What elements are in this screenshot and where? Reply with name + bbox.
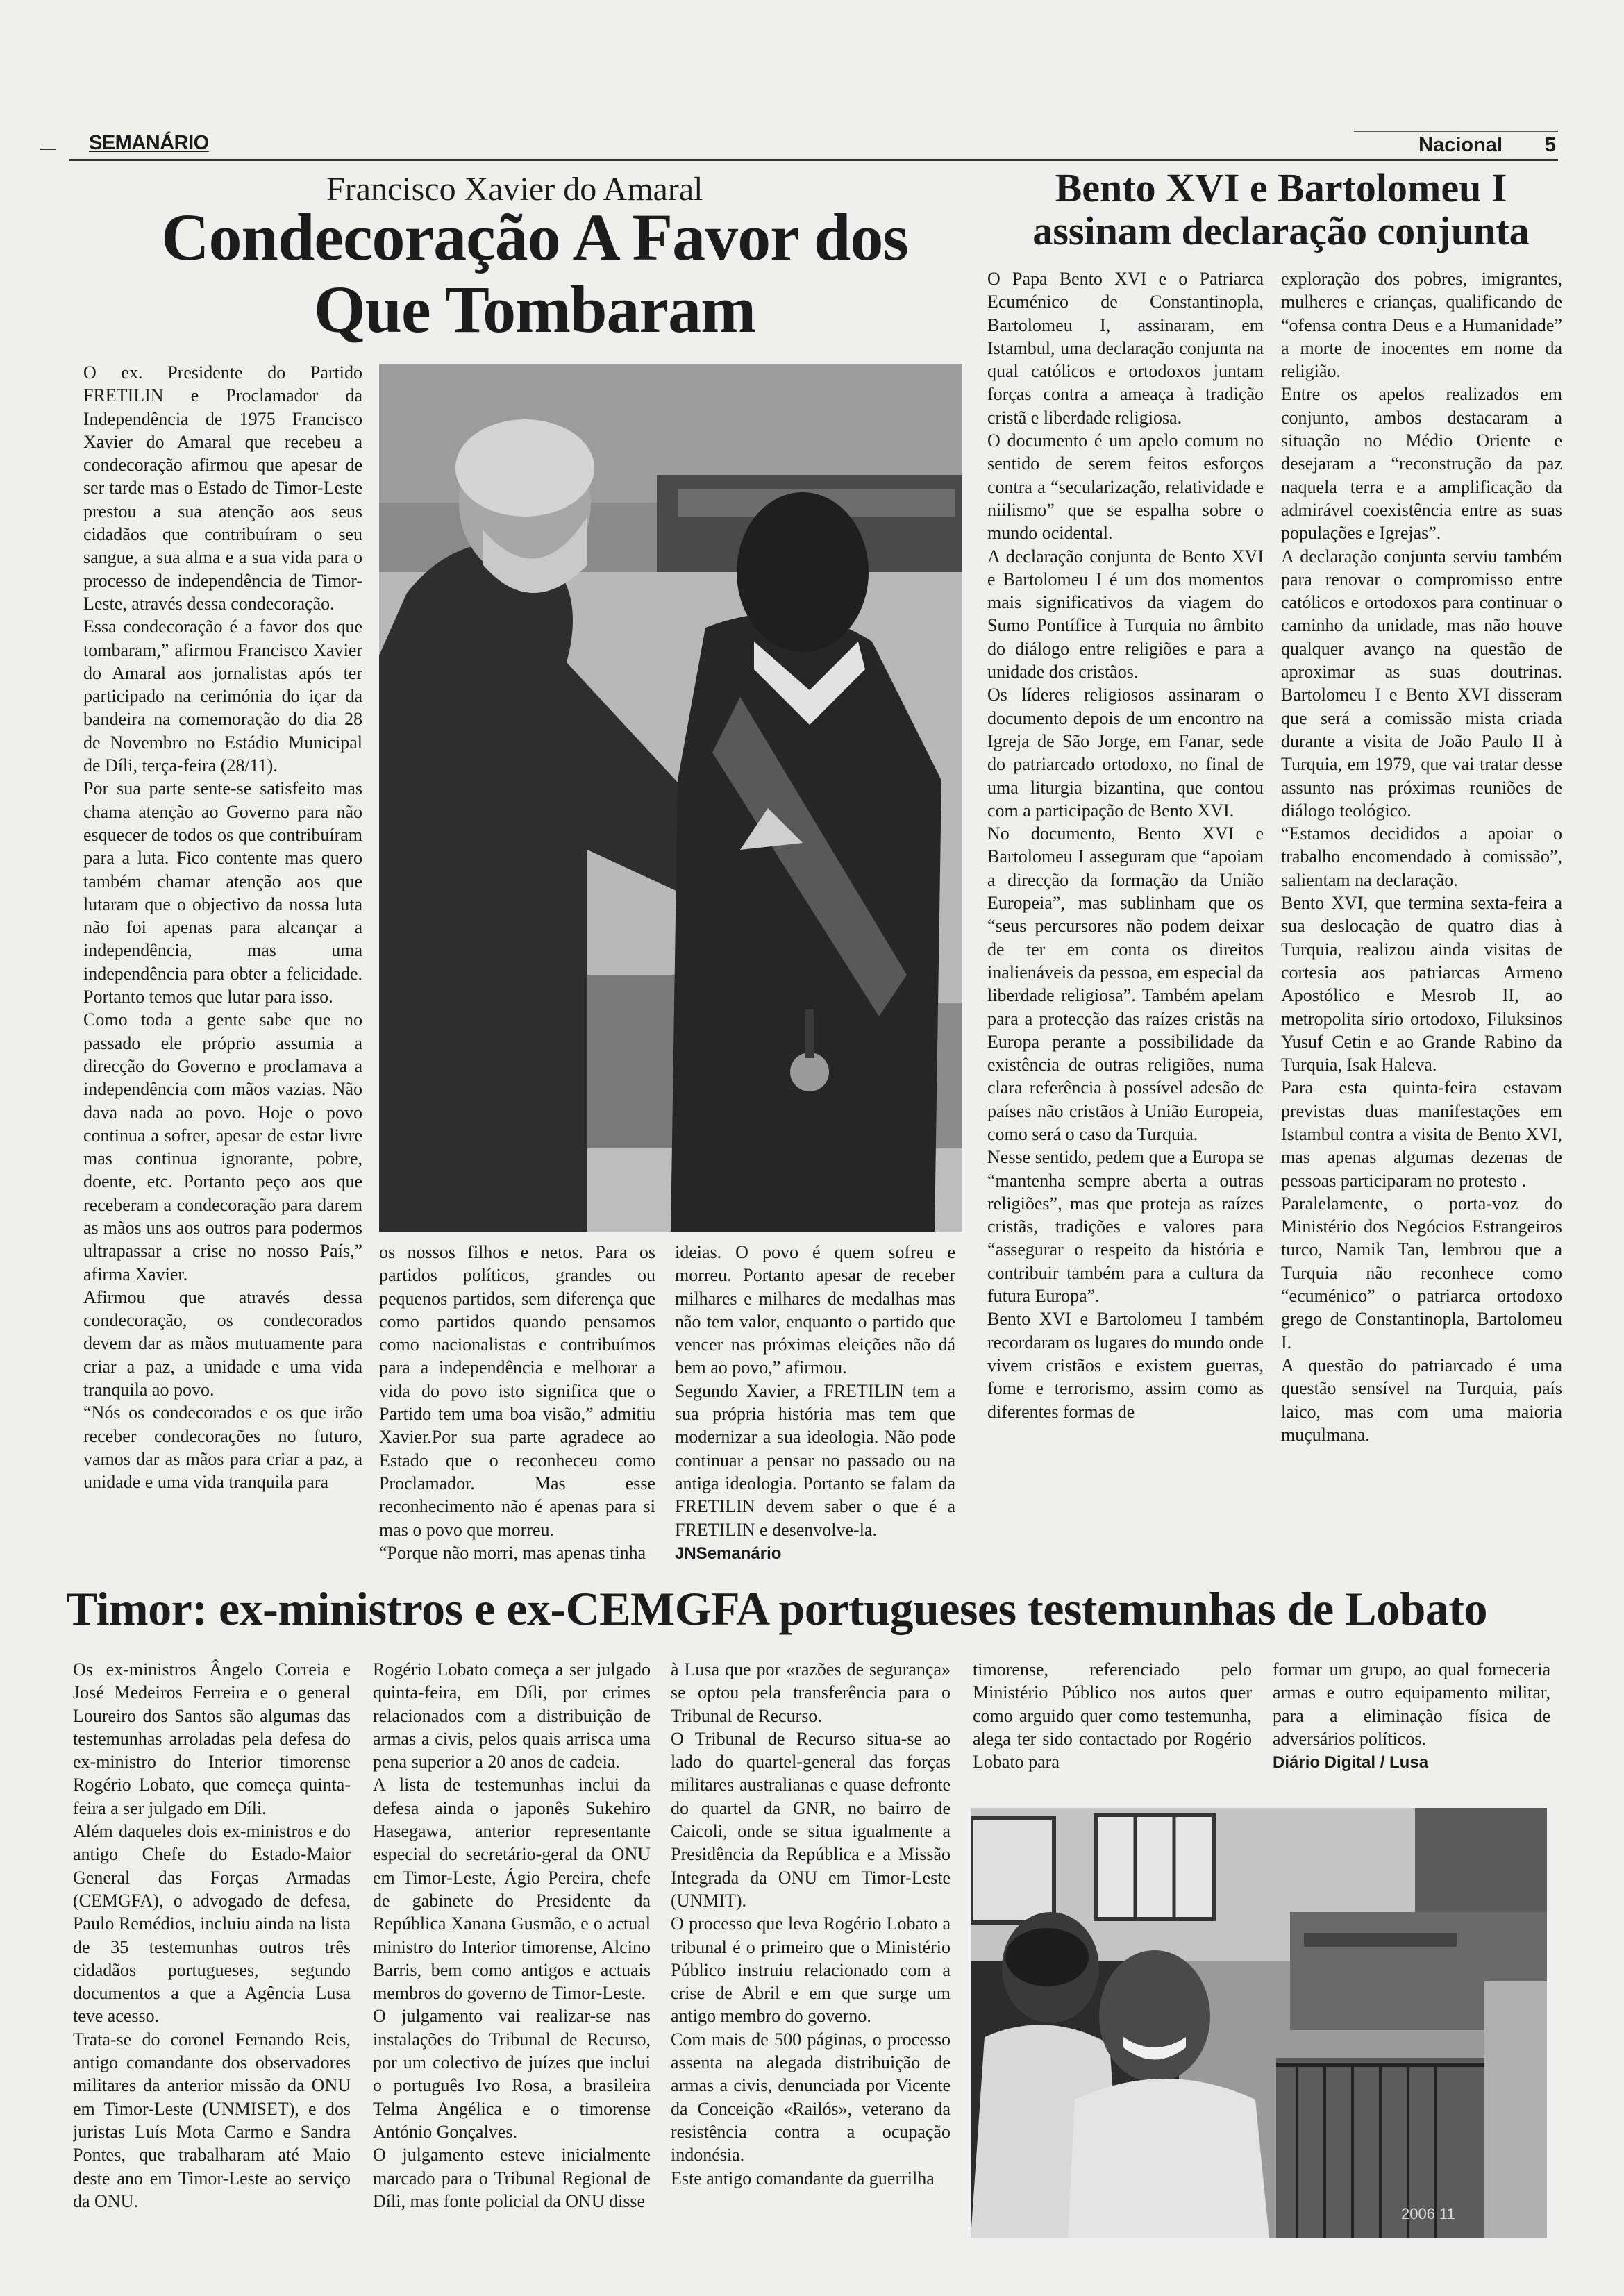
paragraph: O processo que leva Rogério Lobato a tribunal é o primeiro que o Ministério Público instruiu relacionado com a crise de Abril e em que surge um antigo membro do governo.: [671, 1913, 951, 2027]
paragraph: Como toda a gente sabe que no passado ele próprio assumia a direcção do Governo e proclamava a independência com mãos vazias. Não dava nada ao povo. Hoje o povo continua a sofrer, apesar de estar livre mas continua ignorante, pobre, doente, etc. Portanto peço aos que receberam a condecoração para darem as mãos uns aos outros para podermos ultrapassar a crise no nosso País,” afirma Xavier.: [83, 1009, 362, 1284]
article2-headline: Bento XVI e Bartolomeu I assinam declaração conjunta: [1032, 165, 1530, 253]
article3-signature: Diário Digital / Lusa: [1273, 1753, 1429, 1773]
masthead-name: SEMANÁRIO: [89, 132, 209, 154]
courtroom-photo-graphic: [971, 1808, 1547, 2238]
paragraph: “Nós os condecorados e os que irão receber condecorações no futuro, vamos dar as mãos para criar a paz, a unidade e uma vida tranquila para: [83, 1402, 362, 1493]
paragraph: Os líderes religiosos assinaram o documento depois de um encontro na Igreja de São Jorge, em Fanar, sede do patriarcado ortodoxo, no final de uma liturgia bizantina, que contou com a participação de Bento XVI.: [987, 685, 1264, 821]
paragraph: O documento é um apelo comum no sentido de serem feitos esforços contra a “secularização, relatividade e niilismo” que se espalha sobre o mundo ocidental.: [987, 430, 1264, 544]
paragraph: O julgamento esteve inicialmente marcado para o Tribunal Regional de Díli, mas fonte policial da ONU disse: [373, 2145, 651, 2211]
article3-column-4: [973, 1658, 1252, 1783]
paragraph: Afirmou que através dessa condecoração, os condecorados devem dar as mãos mutuamente para criar a paz, a unidade e uma vida tranquila ao povo.: [83, 1287, 362, 1400]
paragraph: Este antigo comandante da guerrilha: [671, 2168, 935, 2188]
paragraph: A declaração conjunta de Bento XVI e Bartolomeu I é um dos momentos mais significativos da viagem do Sumo Pontífice à Turquia no âmbito do diálogo entre religiões e para a unidade dos cristãos.: [987, 546, 1264, 682]
paragraph: A lista de testemunhas inclui da defesa ainda o japonês Sukehiro Hasegawa, anterior representante especial do secretário-geral da ONU em Timor-Leste, Ágio Pereira, chefe de gabinete do Presidente da República Xanana Gusmão, e o actual ministro do Interior timorense, Alcino Barris, bem como antigos e actuais membros do governo de Timor-Leste.: [373, 1775, 651, 2004]
paragraph: Entre os apelos realizados em conjunto, ambos destacaram a situação no Médio Oriente e desejaram a “reconstrução da paz naquela terra e a amplificação da admirável coexistência entre as suas populações e Igrejas”.: [1281, 384, 1562, 544]
page-number: 5: [1544, 134, 1556, 156]
paragraph: O Tribunal de Recurso situa-se ao lado do quartel-general das forças militares australianas e quase defronte do quartel da GNR, no bairro de Caicoli, onde se situa igualmente a Presidência da República e a Missão Integrada da ONU em Timor-Leste (UNMIT).: [671, 1728, 951, 1911]
paragraph: formar um grupo, ao qual forneceria armas e outro equipamento militar, para a eliminação física de adversários políticos.: [1273, 1659, 1550, 1749]
paragraph: A declaração conjunta serviu também para renovar o compromisso entre católicos e ortodoxos para continuar o caminho da unidade, mas não houve qualquer avanço na questão de aproximar as suas doutrinas. Bartolomeu I e Bento XVI disseram que será a comissão mista criada durante a visita de João Paulo II à Turquia, em 1979, que vai tratar desse assunto nas próximas reuniões de diálogo teológico.: [1281, 546, 1562, 821]
article1-column-3: [675, 1241, 955, 1567]
paragraph: Paralelamente, o porta-voz do Ministério dos Negócios Estrangeiros turco, Namik Tan, lembrou que a Turquia não reconhece como “ecuménico” o patriarca ortodoxo grego de Constantinopla, Bartolomeu I.: [1281, 1193, 1562, 1352]
paragraph: Para esta quinta-feira estavam previstas duas manifestações em Istambul contra a visita de Bento XVI, mas apenas algumas dezenas de pessoas participaram no protesto .: [1281, 1078, 1562, 1191]
article2-column-2: [1281, 267, 1562, 1569]
article1-column-1: [83, 361, 362, 1569]
masthead-tick: [40, 149, 56, 150]
section-name: Nacional: [1418, 134, 1502, 156]
paragraph: Rogério Lobato começa a ser julgado quinta-feira, em Díli, por crimes relacionados com a distribuição de armas a civis, pelos quais arrisca uma pena superior a 20 anos de cadeia.: [373, 1659, 651, 1773]
paragraph: à Lusa que por «razões de segurança» se optou pela transferência para o Tribunal de Recurso.: [671, 1659, 951, 1726]
paragraph: timorense, referenciado pelo Ministério Público nos autos quer como arguido quer como testemunha, alega ter sido contactado por Rogério Lobato para: [973, 1659, 1252, 1773]
paragraph: O julgamento vai realizar-se nas instalações do Tribunal de Recurso, por um colectivo de juízes que inclui o português Ivo Rosa, a brasileira Telma Angélica e o timorense António Gonçalves.: [373, 2006, 651, 2142]
paragraph: Bento XVI e Bartolomeu I também recordaram os lugares do mundo onde vivem cristãos e existem guerras, fome e terrorismo, assim como as diferentes formas de: [987, 1309, 1264, 1422]
article1-kicker: Francisco Xavier do Amaral: [326, 171, 703, 208]
paragraph: Bento XVI, que termina sexta-feira a sua deslocação de quatro dias à Turquia, realizou ainda visitas de cortesia aos patriarcas Armeno Apostólico e Mesrob II, ao metropolita sírio ortodoxo, Filuksinos Yusuf Cetin e ao Grande Rabino da Turquia, Isak Haleva.: [1281, 893, 1562, 1075]
paragraph: No documento, Bento XVI e Bartolomeu I asseguram que “apoiam a direcção da formação da União Europeia”, mas sublinham que os “seus percursores não podem deixar de ter em conta os direitos inalienáveis da pessoa, em especial da liberdade religiosa”. Também apelam para a protecção das raízes cristãs na Europa perante a possibilidade da existência de outras religiões, numa clara referência à possível adesão de países não cristãos à União Europeia, como será o caso da Turquia.: [987, 823, 1264, 1144]
paragraph: Nesse sentido, pedem que a Europa se “mantenha sempre aberta a outras religiões”, mas que proteja as raízes cristãs, tradições e valores para “assegurar o respeito da história e contribuir também para a cultura da futura Europa”.: [987, 1147, 1264, 1307]
paragraph: exploração dos pobres, imigrantes, mulheres e crianças, qualificando de “ofensa contra Deus e a Humanidade” a morte de inocentes em nome da religião.: [1281, 269, 1562, 382]
article1-headline: Condecoração A Favor dos Que Tombaram: [161, 200, 908, 346]
paragraph: Os ex-ministros Ângelo Correia e José Medeiros Ferreira e o general Loureiro dos Santos são algumas das testemunhas arroladas pela defesa do ex-ministro do Interior timorense Rogério Lobato, que começa quinta-feira a ser julgado em Díli.: [73, 1659, 351, 1818]
paragraph: Trata-se do coronel Fernando Reis, antigo comandante dos observadores militares da anterior missão da ONU em Timor-Leste (UNMISET), e dos juristas Luís Mota Carmo e Sandra Pontes, que trabalharam até Maio deste ano em Timor-Leste ao serviço da ONU.: [73, 2029, 351, 2211]
masthead-top-rule: [1354, 131, 1558, 132]
article2-column-1: [987, 267, 1264, 1569]
article3-photo-courtroom: [971, 1808, 1547, 2238]
paragraph: Segundo Xavier, a FRETILIN tem a sua própria história mas tem que modernizar a sua ideologia. Não pode continuar a pensar no passado ou na antiga ideologia. Portanto se falam da FRETILIN devem saber o que é a FRETILIN e desenvolve-la.: [675, 1380, 955, 1540]
article3-column-3: [671, 1658, 951, 2245]
masthead-rule: [69, 159, 1558, 161]
paragraph: Além daqueles dois ex-ministros e do antigo Chefe do Estado-Maior General das Forças Armadas (CEMGFA), o advogado de defesa, Paulo Remédios, incluiu ainda na lista de 35 testemunhas outros três cidadãos portugueses, segundo documentos a que a Agência Lusa teve acesso.: [73, 1821, 351, 2027]
article3-column-5: [1273, 1658, 1550, 1783]
article3-headline: Timor: ex-ministros e ex-CEMGFA portugueses testemunhas de Lobato: [66, 1582, 1488, 1635]
paragraph: os nossos filhos e netos. Para os partidos políticos, grandes ou pequenos partidos, sem diferença que como partidos quando pensamos como nacionalistas e contribuímos para a independência e melhorar a vida do povo isto significa que o Partido tem uma boa visão,” admitiu Xavier.Por sua parte agradece ao Estado que o reconheceu como Proclamador. Mas esse reconhecimento não é apenas para si mas o povo que morreu.: [379, 1242, 655, 1540]
article3-column-2: [373, 1658, 651, 2245]
article1-signature: JNSemanário: [675, 1543, 782, 1563]
photo-date-stamp: 2006 11: [1401, 2205, 1455, 2222]
paragraph: A questão do patriarcado é uma questão sensível na Turquia, país laico, mas com uma maioria muçulmana.: [1281, 1355, 1562, 1445]
paragraph: O ex. Presidente do Partido FRETILIN e Proclamador da Independência de 1975 Francisco Xavier do Amaral que recebeu a condecoração afirmou que apesar de ser tarde mas o Estado de Timor-Leste prestou a sua atenção aos seus cidadãos que contribuíram o seu sangue, a sua alma e a sua vida para o processo de independência de Timor-Leste, através dessa condecoração.: [83, 362, 362, 614]
paragraph: “Porque não morri, mas apenas tinha: [379, 1542, 646, 1563]
article3-column-1: [73, 1658, 351, 2245]
paragraph: Por sua parte sente-se satisfeito mas chama atenção ao Governo para não esquecer de todos os que contribuíram para a luta. Fico contente mas quero também chamar atenção aos que lutaram que o objectivo da nossa luta não foi apenas para alcançar a independência, mas uma independência para obter a felicidade. Portanto temos que lutar para isso.: [83, 778, 362, 1007]
paragraph: “Estamos decididos a apoiar o trabalho encomendado à comissão”, salientam na declaração.: [1281, 823, 1562, 890]
paragraph: ideias. O povo é quem sofreu e morreu. Portanto apesar de receber milhares e milhares de medalhas mas não tem valor, enquanto o partido que vencer nas próximas eleições não dá bem ao povo,” afirmou.: [675, 1242, 955, 1378]
paragraph: Essa condecoração é a favor dos que tombaram,” afirmou Francisco Xavier do Amaral aos jornalistas após ter participado na cerimónia do içar da bandeira na comemoração do dia 28 de Novembro no Estádio Municipal de Díli, terça-feira (28/11).: [83, 617, 362, 776]
paragraph: O Papa Bento XVI e o Patriarca Ecuménico de Constantinopla, Bartolomeu I, assinaram, em Istambul, uma declaração conjunta na qual católicos e ortodoxos juntam forças contra a ameaça à tradição cristã e liberdade religiosa.: [987, 269, 1264, 428]
ceremony-photo-graphic: [379, 364, 962, 1232]
article1-column-2: [379, 1241, 655, 1567]
paragraph: Com mais de 500 páginas, o processo assenta na alegada distribuição de armas a civis, denunciada por Vicente da Conceição «Railós», veterano da resistência contra a ocupação indonésia.: [671, 2029, 951, 2165]
article1-photo-ceremony: [379, 364, 962, 1232]
